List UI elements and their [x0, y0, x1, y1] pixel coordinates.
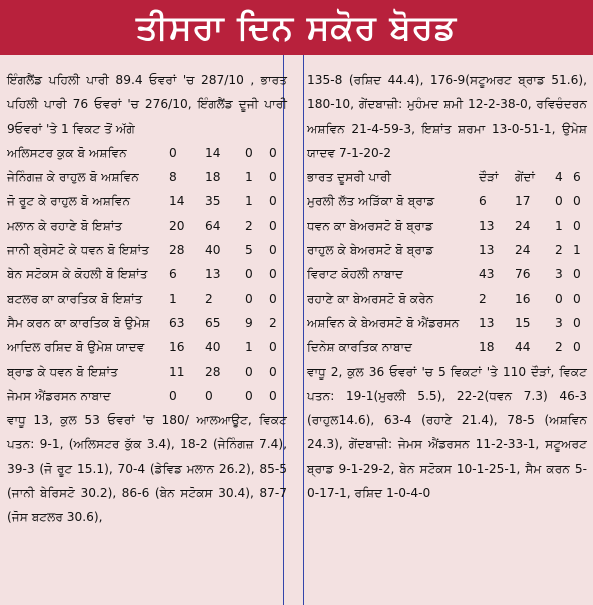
fours-header: 4	[555, 170, 563, 185]
batting-row	[307, 311, 587, 335]
batsman-name: ਜੋ ਰੂਟ ਕੇ ਰਾਹੁਲ ਬੋ ਅਸ਼ਵਿਨ	[7, 194, 131, 209]
sixes-cell: 1	[573, 243, 581, 258]
england-second-innings-summary: ਵਾਧੂ 13, ਕੁਲ 53 ਓਵਰਾਂ 'ਚ 180/ ਆਲਆਊਟ, ਵਿਕਟ ਪਤਨ: 9-1, (ਅਲਿਸਟਰ ਕੁੱਕ 3.4), 18-2 (ਜੇਨਿੰਗਜ਼ 7.4), 39-3 (ਜੋ ਰੂਟ 15.1), 70-4 (ਡੇਵਿਡ ਮਲਾਨ 26.2), 85-5 (ਜਾਨੀ ਬੇਰਿਸਟੋ 30.2), 86-6 (ਬੇਨ ਸਟੋਕਸ 30.4), 87-7 (ਜੋਸ ਬਟਲਰ 30.6),	[7, 413, 287, 525]
batting-row	[307, 189, 587, 213]
india-batting-header	[307, 165, 587, 189]
fours-cell: 2	[245, 218, 253, 233]
runs-cell: 28	[169, 243, 185, 258]
runs-cell: 8	[169, 170, 177, 185]
balls-cell: 2	[205, 291, 213, 306]
page-title: ਤੀਸਰਾ ਦਿਨ ਸਕੋਰ ਬੋਰਡ	[136, 7, 457, 48]
sixes-cell: 2	[269, 315, 277, 330]
sixes-cell: 0	[269, 291, 277, 306]
sixes-cell: 0	[573, 340, 581, 355]
batting-row	[7, 141, 287, 165]
batsman-name: ਰਾਹੁਲ ਕੇ ਬੇਅਰਸਟੋ ਬੋ ਬ੍ਰਾਡ	[307, 243, 434, 258]
runs-cell: 63	[169, 315, 185, 330]
right-column	[307, 68, 587, 505]
sixes-cell: 0	[269, 340, 277, 355]
balls-cell: 15	[515, 315, 531, 330]
batsman-name: ਜੇਨਿੰਗਜ਼ ਕੇ ਰਾਹੁਲ ਬੋ ਅਸ਼ਵਿਨ	[7, 170, 139, 185]
fours-cell: 0	[245, 388, 253, 403]
sixes-cell: 0	[269, 218, 277, 233]
runs-cell: 6	[479, 194, 487, 209]
runs-cell: 1	[169, 291, 177, 306]
batting-row	[7, 262, 287, 286]
batting-row	[307, 214, 587, 238]
sixes-cell: 0	[269, 267, 277, 282]
balls-cell: 24	[515, 218, 531, 233]
balls-cell: 76	[515, 267, 531, 282]
sixes-cell: 0	[573, 267, 581, 282]
sixes-header: 6	[573, 170, 581, 185]
runs-cell: 13	[479, 315, 495, 330]
batsman-name: ਸੈਮ ਕਰਨ ਕਾ ਕਾਰਤਿਕ ਬੋ ਉਮੇਸ਼	[7, 315, 150, 330]
balls-cell: 16	[515, 291, 531, 306]
batsman-name: ਧਵਨ ਕਾ ਬੇਅਰਸਟੋ ਬੋ ਬ੍ਰਾਡ	[307, 218, 433, 233]
batting-row	[7, 384, 287, 408]
runs-cell: 18	[479, 340, 495, 355]
england-fall-of-wickets-bowling: 135-8 (ਰਸ਼ਿਦ 44.4), 176-9(ਸਟੂਅਰਟ ਬ੍ਰਾਡ 51.6), 180-10, ਗੇਂਦਬਾਜ਼ੀ: ਮੁਹੰਮਦ ਸ਼ਮੀ 12-2-38-0, ਰਵਿਚੰਦਰਨ ਅਸ਼ਵਿਨ 21-4-59-3, ਇਸ਼ਾਂਤ ਸ਼ਰਮਾ 13-0-51-1, ਉਮੇਸ਼ ਯਾਦਵ 7-1-20-2	[307, 73, 587, 160]
sixes-cell: 0	[269, 170, 277, 185]
batting-row	[7, 189, 287, 213]
runs-cell: 43	[479, 267, 495, 282]
fours-cell: 2	[555, 243, 563, 258]
batsman-name: ਅਲਿਸਟਰ ਕੁਕ ਬੋ ਅਸ਼ਵਿਨ	[7, 145, 127, 160]
england-first-innings-summary: ਇੰਗਲੈਂਡ ਪਹਿਲੀ ਪਾਰੀ 89.4 ਓਵਰਾਂ 'ਚ 287/10 , ਭਾਰਤ ਪਹਿਲੀ ਪਾਰੀ 76 ਓਵਰਾਂ 'ਚ 276/10, ਇੰਗਲੈਂਡ ਦੂਜੀ ਪਾਰੀ 9ਓਵਰਾਂ 'ਤੇ 1 ਵਿਕਟ ਤੋਂ ਅੱਗੇ	[7, 73, 287, 136]
batting-row	[7, 238, 287, 262]
balls-cell: 65	[205, 315, 221, 330]
fours-cell: 1	[245, 170, 253, 185]
runs-cell: 11	[169, 364, 185, 379]
runs-header: ਦੌੜਾਂ	[479, 170, 499, 185]
batsman-name: ਵਿਰਾਟ ਕੋਹਲੀ ਨਾਬਾਦ	[307, 267, 404, 282]
sixes-cell: 0	[573, 194, 581, 209]
balls-cell: 44	[515, 340, 531, 355]
batting-row	[7, 214, 287, 238]
runs-cell: 14	[169, 194, 185, 209]
england-batting-table	[7, 141, 287, 408]
batting-row	[307, 287, 587, 311]
sixes-cell: 0	[573, 315, 581, 330]
fours-cell: 1	[555, 218, 563, 233]
fours-cell: 0	[555, 291, 563, 306]
fours-cell: 2	[555, 340, 563, 355]
sixes-cell: 0	[269, 243, 277, 258]
batting-row	[7, 311, 287, 335]
runs-cell: 6	[169, 267, 177, 282]
sixes-cell: 0	[269, 194, 277, 209]
runs-cell: 13	[479, 243, 495, 258]
batting-row	[7, 287, 287, 311]
batsman-name: ਬ੍ਰਾਡ ਕੇ ਧਵਨ ਬੋ ਇਸ਼ਾਂਤ	[7, 364, 118, 379]
balls-cell: 24	[515, 243, 531, 258]
balls-cell: 64	[205, 218, 221, 233]
india-innings-title: ਭਾਰਤ ਦੂਸਰੀ ਪਾਰੀ	[307, 170, 392, 185]
runs-cell: 0	[169, 388, 177, 403]
fours-cell: 0	[555, 194, 563, 209]
batsman-name: ਅਸ਼ਵਿਨ ਕੇ ਬੇਅਰਸਟੋ ਬੋ ਐਂਡਰਸਨ	[307, 315, 460, 330]
batsman-name: ਬੇਨ ਸਟੋਕਸ ਕੇ ਕੋਹਲੀ ਬੋ ਇਸ਼ਾਂਤ	[7, 267, 148, 282]
balls-cell: 13	[205, 267, 221, 282]
balls-cell: 40	[205, 340, 221, 355]
fours-cell: 0	[245, 267, 253, 282]
sixes-cell: 0	[269, 388, 277, 403]
left-column	[7, 68, 287, 530]
runs-cell: 16	[169, 340, 185, 355]
batsman-name: ਦਿਨੇਸ਼ ਕਾਰਤਿਕ ਨਾਬਾਦ	[307, 340, 413, 355]
batsman-name: ਮਲਾਨ ਕੇ ਰਹਾਣੇ ਬੋ ਇਸ਼ਾਂਤ	[7, 218, 123, 233]
batsman-name: ਬਟਲਰ ਕਾ ਕਾਰਤਿਕ ਬੋ ਇਸ਼ਾਂਤ	[7, 291, 143, 306]
balls-cell: 18	[205, 170, 221, 185]
balls-header: ਗੇਂਦਾਂ	[515, 170, 535, 185]
batting-row	[7, 165, 287, 189]
runs-cell: 20	[169, 218, 185, 233]
balls-cell: 28	[205, 364, 221, 379]
sixes-cell: 0	[269, 145, 277, 160]
batsman-name: ਮੁਰਲੀ ਲੱਤ ਅੜਿੱਕਾ ਬੋ ਬ੍ਰਾਡ	[307, 194, 435, 209]
batting-row	[7, 335, 287, 359]
runs-cell: 2	[479, 291, 487, 306]
batting-row	[307, 262, 587, 286]
batting-row	[307, 335, 587, 359]
batsman-name: ਜੇਮਸ ਐਂਡਰਸਨ ਨਾਬਾਦ	[7, 388, 111, 403]
sixes-cell: 0	[573, 218, 581, 233]
fours-cell: 0	[245, 145, 253, 160]
fours-cell: 1	[245, 194, 253, 209]
india-batting-table	[307, 189, 587, 359]
runs-cell: 13	[479, 218, 495, 233]
sixes-cell: 0	[269, 364, 277, 379]
balls-cell: 14	[205, 145, 221, 160]
column-divider-right	[303, 55, 304, 605]
runs-cell: 0	[169, 145, 177, 160]
fours-cell: 0	[245, 291, 253, 306]
batsman-name: ਰਹਾਣੇ ਕਾ ਬੇਅਰਸਟੋ ਬੋ ਕਰੇਨ	[307, 291, 434, 306]
balls-cell: 40	[205, 243, 221, 258]
sixes-cell: 0	[573, 291, 581, 306]
title-banner	[0, 0, 593, 55]
balls-cell: 0	[205, 388, 213, 403]
batsman-name: ਆਦਿਲ ਰਸ਼ਿਦ ਬੋ ਉਮੇਸ਼ ਯਾਦਵ	[7, 340, 145, 355]
fours-cell: 0	[245, 364, 253, 379]
batsman-name: ਜਾਨੀ ਬ੍ਰੇਸਟੋ ਕੇ ਧਵਨ ਬੋ ਇਸ਼ਾਂਤ	[7, 243, 149, 258]
balls-cell: 35	[205, 194, 221, 209]
fours-cell: 3	[555, 315, 563, 330]
fours-cell: 1	[245, 340, 253, 355]
india-innings-summary: ਵਾਧੂ 2, ਕੁਲ 36 ਓਵਰਾਂ 'ਚ 5 ਵਿਕਟਾਂ 'ਤੇ 110 ਦੌੜਾਂ, ਵਿਕਟ ਪਤਨ: 19-1(ਮੁਰਲੀ 5.5), 22-2(ਧਵਨ 7.3) 46-3 (ਰਾਹੁਲ14.6), 63-4 (ਰਹਾਣੇ 21.4), 78-5 (ਅਸ਼ਵਿਨ 24.3), ਗੇਂਦਬਾਜ਼ੀ: ਜੇਮਸ ਐਂਡਰਸਨ 11-2-33-1, ਸਟੂਅਰਟ ਬ੍ਰਾਡ 9-1-29-2, ਬੇਨ ਸਟੋਕਸ 10-1-25-1, ਸੈਮ ਕਰਨ 5-0-17-1, ਰਸ਼ਿਦ 1-0-4-0	[307, 364, 587, 501]
fours-cell: 3	[555, 267, 563, 282]
batting-row	[7, 360, 287, 384]
fours-cell: 9	[245, 315, 253, 330]
balls-cell: 17	[515, 194, 531, 209]
batting-row	[307, 238, 587, 262]
fours-cell: 5	[245, 243, 253, 258]
